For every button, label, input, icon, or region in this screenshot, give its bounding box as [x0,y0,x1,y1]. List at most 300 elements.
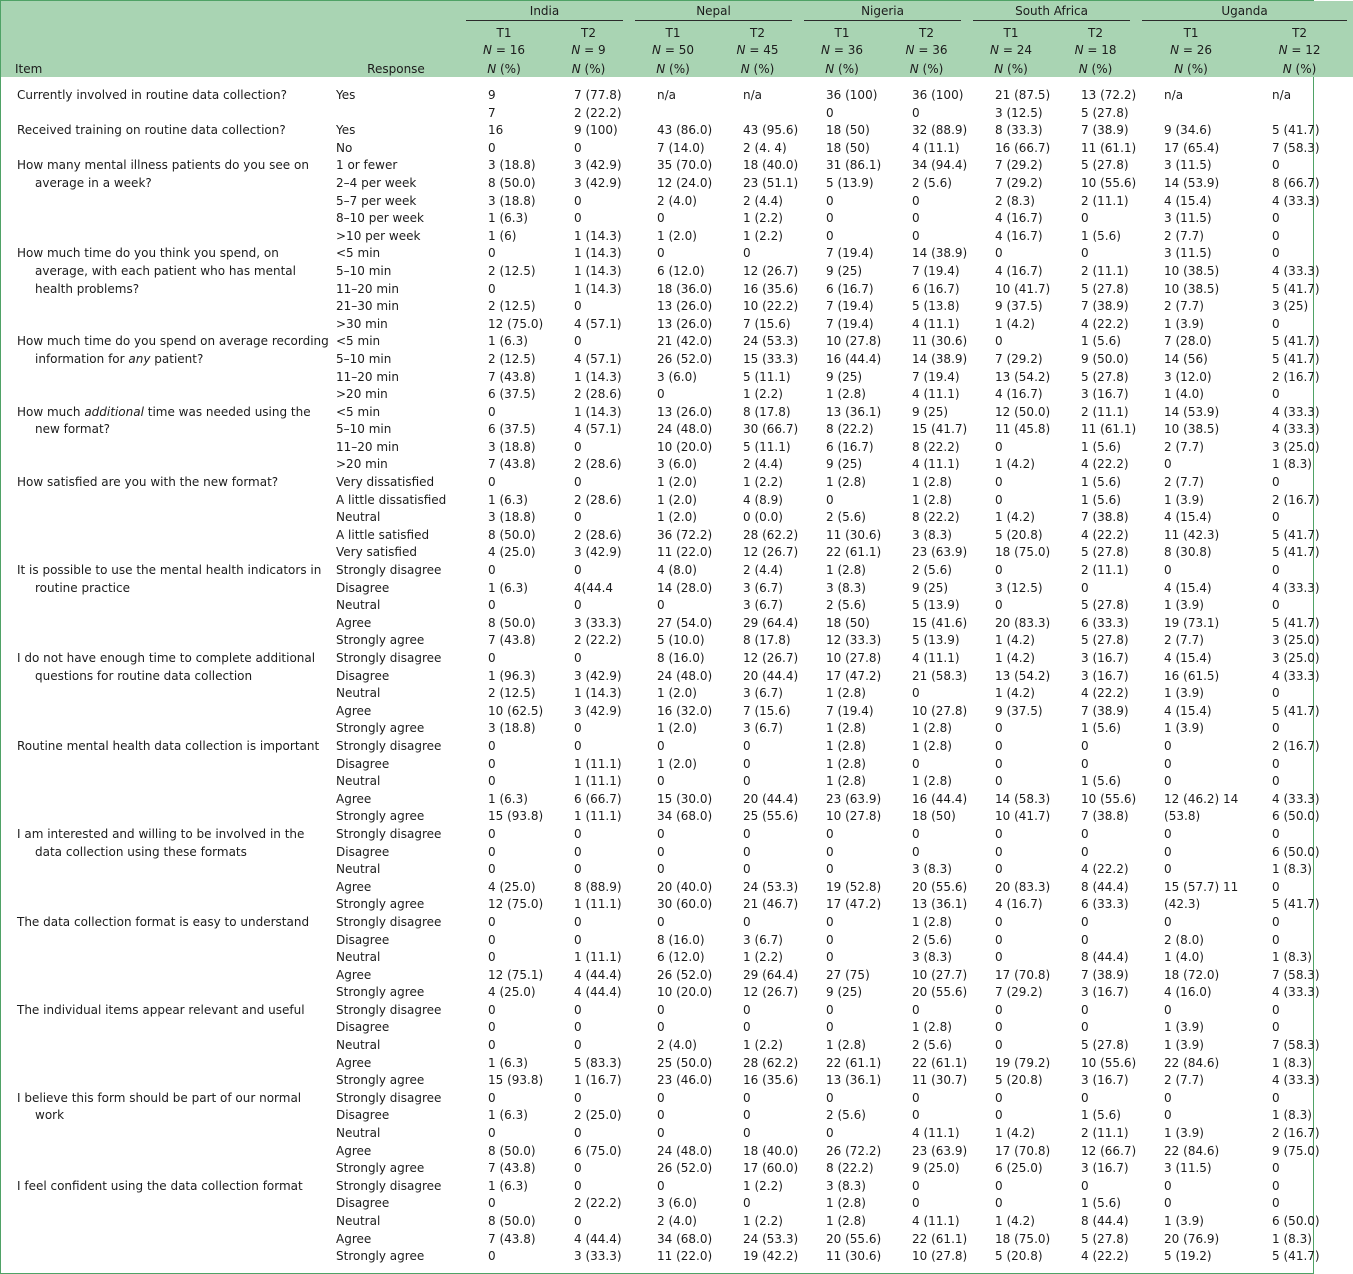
data-cell: 5 (27.8) [1081,598,1129,613]
data-cell: 0 [1272,1020,1280,1035]
data-cell: 1 (2.8) [826,756,866,771]
time-label: T2 [886,24,967,41]
data-cell: 2 (4.4) [743,563,783,578]
data-cell: 0 [912,228,920,243]
data-cell: 3 (42.9) [574,545,622,560]
data-cell: 9 (25) [826,369,863,384]
data-cell [1246,105,1353,123]
response-option: Strongly agree [336,897,425,912]
response-option: Neutral [336,774,381,789]
data-cell: 4 (15.4) [1164,703,1212,718]
country-header-nepal: Nepal [629,1,798,24]
data-cell: 27 (75) [826,967,870,982]
data-cell: 12 (26.7) [743,263,799,278]
data-cell: 2 (5.6) [826,510,866,525]
response-option: Strongly agree [336,721,425,736]
data-cell: 10 (27.8) [912,703,968,718]
data-cell: 8 (22.2) [912,439,960,454]
data-cell: 0 [488,1249,496,1264]
table-header [1,1,1353,77]
data-cell: 0 [995,774,1003,789]
data-cell: 2 (16.7) [1272,492,1320,507]
data-cell: 2 (28.6) [574,457,622,472]
response-option: 5–10 min [336,263,392,278]
data-cell: 3 (33.3) [574,1249,622,1264]
data-cell: 11 (30.6) [826,1249,882,1264]
data-cell: 16 (35.6) [743,281,799,296]
data-cell: 20 (55.6) [912,879,968,894]
data-cell: 0 [488,651,496,665]
data-cell: 18 (75.0) [995,545,1051,560]
data-cell: 26 (72.2) [826,1143,882,1158]
data-cell: 6 (50.0) [1272,844,1320,859]
data-cell: 1 (14.3) [574,369,622,384]
data-cell: 0 [488,862,496,877]
data-cell: 8 (17.8) [743,633,791,648]
data-cell: 8 (50.0) [488,175,536,190]
data-cell: 1 (5.6) [1081,439,1121,454]
data-cell: 1 (5.6) [1081,774,1121,789]
data-cell: 3 (18.8) [488,510,536,525]
data-cell: 34 (68.0) [657,1231,713,1246]
data-cell: 0 [912,1002,920,1017]
data-cell: 0 [488,563,496,578]
data-cell: 31 (86.1) [826,158,882,173]
data-cell: 0 [488,404,496,419]
data-cell: 20 (83.3) [995,615,1051,630]
response-option: Strongly disagree [336,1090,442,1105]
data-cell: 1 (2.8) [826,1196,866,1211]
data-cell: 12 (26.7) [743,985,799,1000]
data-cell: 0 [574,475,582,490]
data-cell: 1 (2.8) [912,1020,952,1035]
data-cell: 1 (2.8) [826,563,866,578]
data-cell: 18 (50) [912,809,956,824]
data-cell: 1 (4.2) [995,510,1035,525]
data-cell: 0 [826,1090,834,1105]
table-row [1,562,1353,580]
data-cell: 1 (2.0) [657,756,697,771]
response-option: Disagree [336,1108,390,1123]
data-cell: 23 (63.9) [912,1143,968,1158]
data-cell: 0 [574,510,582,525]
response-option: Strongly agree [336,1161,425,1176]
data-cell: 0 [657,1178,665,1193]
data-cell: 22 (84.6) [1164,1055,1220,1070]
data-cell: 5 (20.8) [995,527,1043,542]
data-cell: 0 [657,844,665,859]
data-cell: 1 (3.9) [1164,598,1204,613]
response-option: Neutral [336,598,381,613]
data-cell: 4 (33.3) [1272,580,1320,595]
data-cell: 0 [488,1038,496,1053]
data-cell: 0 [574,1020,582,1035]
data-cell: 1 (5.6) [1081,1108,1121,1123]
data-cell: 10 (41.7) [995,281,1051,296]
data-cell: 7 (77.8) [574,88,622,102]
data-cell: 6 (16.7) [826,281,874,296]
table-row [1,826,1353,844]
item-question: How much time do you spend on average recording information for any patient? [17,334,329,366]
data-cell: 2 (5.6) [826,598,866,613]
data-cell: 14 (38.9) [912,246,968,261]
data-cell: 0 [1272,721,1280,736]
data-cell: 5 (11.1) [743,439,791,454]
data-cell: 0 [1272,774,1280,789]
data-cell: 1 (2.8) [826,721,866,736]
data-cell: 0 [488,1020,496,1035]
data-cell: 1 (6.3) [488,580,528,595]
data-cell: 2 (5.6) [912,932,952,947]
data-cell: 0 [1081,1178,1089,1193]
data-cell: n/a [1272,88,1292,102]
data-cell: 3 (16.7) [1081,985,1129,1000]
data-cell: 6 (12.0) [657,950,705,965]
data-cell: 5 (27.8) [1081,158,1129,173]
data-cell: 0 [995,1196,1003,1211]
data-cell: 0 [1081,826,1089,841]
data-cell: 0 [488,1002,496,1017]
response-option: Disagree [336,580,390,595]
data-cell: 16 (66.7) [995,140,1051,155]
data-cell: 0 [826,950,834,965]
data-cell: 8 (66.7) [1272,175,1320,190]
data-cell: 7 (43.8) [488,457,536,472]
data-cell: 2 (7.7) [1164,299,1204,314]
data-cell: 10 (38.5) [1164,263,1220,278]
data-cell: 3 (11.5) [1164,158,1212,173]
data-cell: 8 (16.0) [657,651,705,665]
data-cell: 1 (2.2) [743,1178,783,1193]
data-cell: 5 (20.8) [995,1073,1043,1088]
data-cell: 1 (5.6) [1081,1196,1121,1211]
time-label: T2 [548,24,629,41]
data-cell: 1 (2.2) [743,211,783,226]
response-option: Yes [336,88,356,102]
item-question: How many mental illness patients do you see on average in a week? [17,158,309,190]
data-cell: 29 (64.4) [743,967,799,982]
data-cell: 20 (55.6) [912,985,968,1000]
data-cell: 2 (5.6) [912,563,952,578]
data-cell: 12 (26.7) [743,651,799,665]
item-question: It is possible to use the mental health indicators in routine practice [17,563,322,595]
data-cell: 26 (52.0) [657,1161,713,1176]
data-cell: 1 (8.3) [1272,1231,1312,1246]
data-cell: 0 [995,439,1003,454]
data-cell: 1 (2.8) [826,738,866,753]
data-cell: 1 (3.9) [1164,1020,1204,1035]
data-cell: 2 (16.7) [1272,369,1320,384]
data-cell: 2 (5.6) [912,175,952,190]
data-cell: 1 (2.8) [912,914,952,929]
data-cell: 6 (25.0) [995,1161,1043,1176]
data-cell: 10 (41.7) [995,809,1051,824]
data-cell: 0 [995,246,1003,261]
time-label: T2 [1246,24,1353,41]
data-cell: 2 (28.6) [574,387,622,402]
response-option: 2–4 per week [336,175,417,190]
data-cell: 0 [912,193,920,208]
data-cell: 16 (44.4) [912,791,968,806]
data-cell: 1 (8.3) [1272,950,1312,965]
data-cell: 36 (100) [826,88,878,102]
data-cell: 1 (4.0) [1164,387,1204,402]
n-percent-label: N (%) [717,58,798,77]
data-cell: 10 (38.5) [1164,422,1220,437]
data-cell: 21 (42.0) [657,334,713,349]
data-cell: 0 [743,1126,751,1141]
data-cell: 0 [657,1126,665,1141]
data-cell [629,105,717,123]
data-cell: 0 [488,246,496,261]
table-row [1,650,1353,668]
item-question: Routine mental health data collection is important [17,738,320,753]
item-question: How much additional time was needed using the new format? [17,404,311,437]
data-cell: 5 (41.7) [1272,123,1320,138]
table-row [1,157,1353,175]
response-option: Very dissatisfied [336,475,435,490]
data-cell: 7 (19.4) [826,316,874,331]
response-option [332,105,460,123]
data-cell: 0 [995,950,1003,965]
data-cell: 0 [1272,1196,1280,1211]
data-cell: 30 (60.0) [657,897,713,912]
data-cell: 8 (22.2) [912,510,960,525]
data-cell: 0 [826,1020,834,1035]
data-cell: 0 [912,1196,920,1211]
data-cell: n/a [1164,88,1184,102]
data-cell: 10 (20.0) [657,439,713,454]
table-row [1,1002,1353,1020]
data-cell: 0 [574,334,582,349]
data-cell: 0 [912,756,920,771]
data-cell: 2 (28.6) [574,492,622,507]
data-cell: 5 (27.8) [1081,633,1129,648]
response-column-header: Response [332,58,460,77]
sample-size: N = 45 [717,41,798,58]
data-cell: 1 (6.3) [488,334,528,349]
data-cell: 0 [743,738,751,753]
data-cell: 0 [574,651,582,665]
data-cell: 0 [1081,932,1089,947]
data-cell: 43 (95.6) [743,123,799,138]
data-cell: 0 [574,1002,582,1017]
data-cell: 7 (29.2) [995,175,1043,190]
data-cell: 1 (8.3) [1272,862,1312,877]
data-cell: 2 (16.7) [1272,1126,1320,1141]
data-cell: 0 [743,1020,751,1035]
data-cell: 0 [1164,1108,1172,1123]
data-cell: 0 [1272,1090,1280,1105]
data-cell: 1 (6.3) [488,791,528,806]
data-cell: 0 [1272,686,1280,701]
data-cell: 7 (58.3) [1272,1038,1320,1053]
data-cell: 2 (7.7) [1164,228,1204,243]
data-cell: 7 (58.3) [1272,140,1320,155]
data-cell: 0 [912,686,920,701]
data-cell: 0 [488,826,496,841]
data-cell: 0 [995,563,1003,578]
data-cell: 2 (12.5) [488,263,536,278]
data-cell: 20 (55.6) [826,1231,882,1246]
data-cell: 26 (52.0) [657,351,713,366]
survey-results-table [1,1,1353,1266]
data-cell: 4 (33.3) [1272,668,1320,683]
data-cell: 4 (44.4) [574,985,622,1000]
data-cell [717,105,798,123]
item-column-header: Item [1,58,332,77]
data-cell: 5 (13.9) [912,633,960,648]
data-cell: 15 (93.8) [488,809,544,824]
data-cell: 24 (53.3) [743,1231,799,1246]
data-cell: 4 (57.1) [574,316,622,331]
data-cell: 7 (38.9) [1081,299,1129,314]
data-cell: 0 [488,1126,496,1141]
data-cell: 4 (33.3) [1272,791,1320,806]
data-cell: 22 (84.6) [1164,1143,1220,1158]
data-cell: 2 (4.4) [743,193,783,208]
data-cell: 3 (8.3) [826,580,866,595]
data-cell: 0 [1272,756,1280,771]
data-cell: 0 [1164,1090,1172,1105]
item-question: I am interested and willing to be involved in the data collection using these formats [17,826,305,859]
data-cell: 1 (2.2) [743,1038,783,1053]
data-cell: 0 [1272,510,1280,525]
data-cell: 5 (41.7) [1272,334,1320,349]
data-cell: 2 (22.2) [574,633,622,648]
data-cell: 0 [1081,914,1089,929]
data-cell: 11 (61.1) [1081,140,1137,155]
data-cell: 3 (42.9) [574,668,622,683]
data-cell: 1 (11.1) [574,809,622,824]
data-cell: 4 (16.7) [995,228,1043,243]
data-cell: 1 (11.1) [574,897,622,912]
data-cell: 13 (26.0) [657,316,713,331]
data-cell: 1 (11.1) [574,756,622,771]
data-cell: 1 (2.2) [743,387,783,402]
data-cell: 1 (14.3) [574,281,622,296]
response-option: >20 min [336,387,388,402]
data-cell: 6 (37.5) [488,422,536,437]
data-cell: 0 (0.0) [743,510,783,525]
response-option: 11–20 min [336,281,399,296]
data-cell: 1 (3.9) [1164,1126,1204,1141]
item-question: I feel confident using the data collection format [17,1178,303,1193]
data-cell: 0 [657,1002,665,1017]
data-cell: 0 [995,862,1003,877]
response-option: >10 per week [336,228,421,243]
data-cell: 0 [1164,738,1172,753]
data-cell: 21 (46.7) [743,897,799,912]
data-cell: 1 (4.2) [995,457,1035,472]
table-row [1,474,1353,492]
n-percent-label: N (%) [548,58,629,77]
data-cell: 24 (48.0) [657,1143,713,1158]
data-cell: 0 [826,844,834,859]
response-option: Disagree [336,844,390,859]
response-option: Strongly agree [336,1249,425,1264]
data-cell: 0 [1081,246,1089,261]
data-cell: 4 (57.1) [574,351,622,366]
data-cell: 0 [1081,211,1089,226]
data-cell: 0 [574,826,582,841]
data-cell: 0 [574,1161,582,1176]
data-cell: 6 (16.7) [912,281,960,296]
data-cell: 13 (36.1) [826,404,882,419]
data-cell: 3 (12.5) [995,580,1043,595]
table-row [1,404,1353,422]
data-cell: 7 (38.9) [1081,967,1129,982]
data-cell: 1 (2.0) [657,721,697,736]
data-cell: 11 (22.0) [657,545,713,560]
data-cell: 0 [574,738,582,753]
data-cell: 0 [1081,756,1089,771]
response-option: Strongly agree [336,985,425,1000]
data-cell: 11 (22.0) [657,1249,713,1264]
data-cell: 0 [574,140,582,155]
data-cell: 0 [1272,879,1280,894]
data-cell: 3 (25.0) [1272,651,1320,665]
data-cell: 0 [574,844,582,859]
data-cell: n/a [743,88,763,102]
data-cell: 4 (16.7) [995,263,1043,278]
data-cell: 3 (25.0) [1272,439,1320,454]
response-option: Strongly disagree [336,738,442,753]
data-cell: 7 (43.8) [488,633,536,648]
data-cell: 30 (66.7) [743,422,799,437]
data-cell: 0 [657,1090,665,1105]
response-option: Agree [336,879,372,894]
data-cell: 7 (43.8) [488,369,536,384]
data-cell: 0 [995,844,1003,859]
response-option: Agree [336,703,372,718]
data-cell: 0 [912,844,920,859]
data-cell: 4 (25.0) [488,879,536,894]
n-percent-label: N (%) [1136,58,1246,77]
data-cell: 0 [1272,932,1280,947]
data-cell: 6 (16.7) [826,439,874,454]
data-cell: 19 (79.2) [995,1055,1051,1070]
data-cell: 2 (5.6) [912,1038,952,1053]
data-cell: 4(44.4 [574,580,614,595]
data-cell: 1 (6.3) [488,1178,528,1193]
data-cell: 0 [574,721,582,736]
data-cell: 6 (37.5) [488,387,536,402]
data-cell: 5 (13.9) [826,175,874,190]
data-cell: 7 (19.4) [912,369,960,384]
data-cell: 9 (25) [912,580,949,595]
data-cell: 4 (33.3) [1272,985,1320,1000]
data-cell: 0 [1164,826,1172,841]
data-cell: 0 [995,914,1003,929]
data-cell: 4 (25.0) [488,545,536,560]
data-cell: 0 [1272,316,1280,331]
response-option: Strongly disagree [336,826,442,841]
data-cell: 12 (33.3) [826,633,882,648]
data-cell: 0 [995,475,1003,490]
data-cell: 0 [912,211,920,226]
data-cell: 0 [1272,914,1280,929]
data-cell: 10 (27.8) [826,809,882,824]
data-cell: 17 (70.8) [995,1143,1051,1158]
data-cell: 0 [574,932,582,947]
item-question: The data collection format is easy to understand [17,914,310,929]
data-cell: 3 (12.5) [995,105,1043,120]
data-cell: 2 (4. 4) [743,140,787,155]
data-cell: 5 (19.2) [1164,1249,1212,1264]
data-cell: 2 (11.1) [1081,193,1129,208]
data-cell: 5 (13.8) [912,299,960,314]
